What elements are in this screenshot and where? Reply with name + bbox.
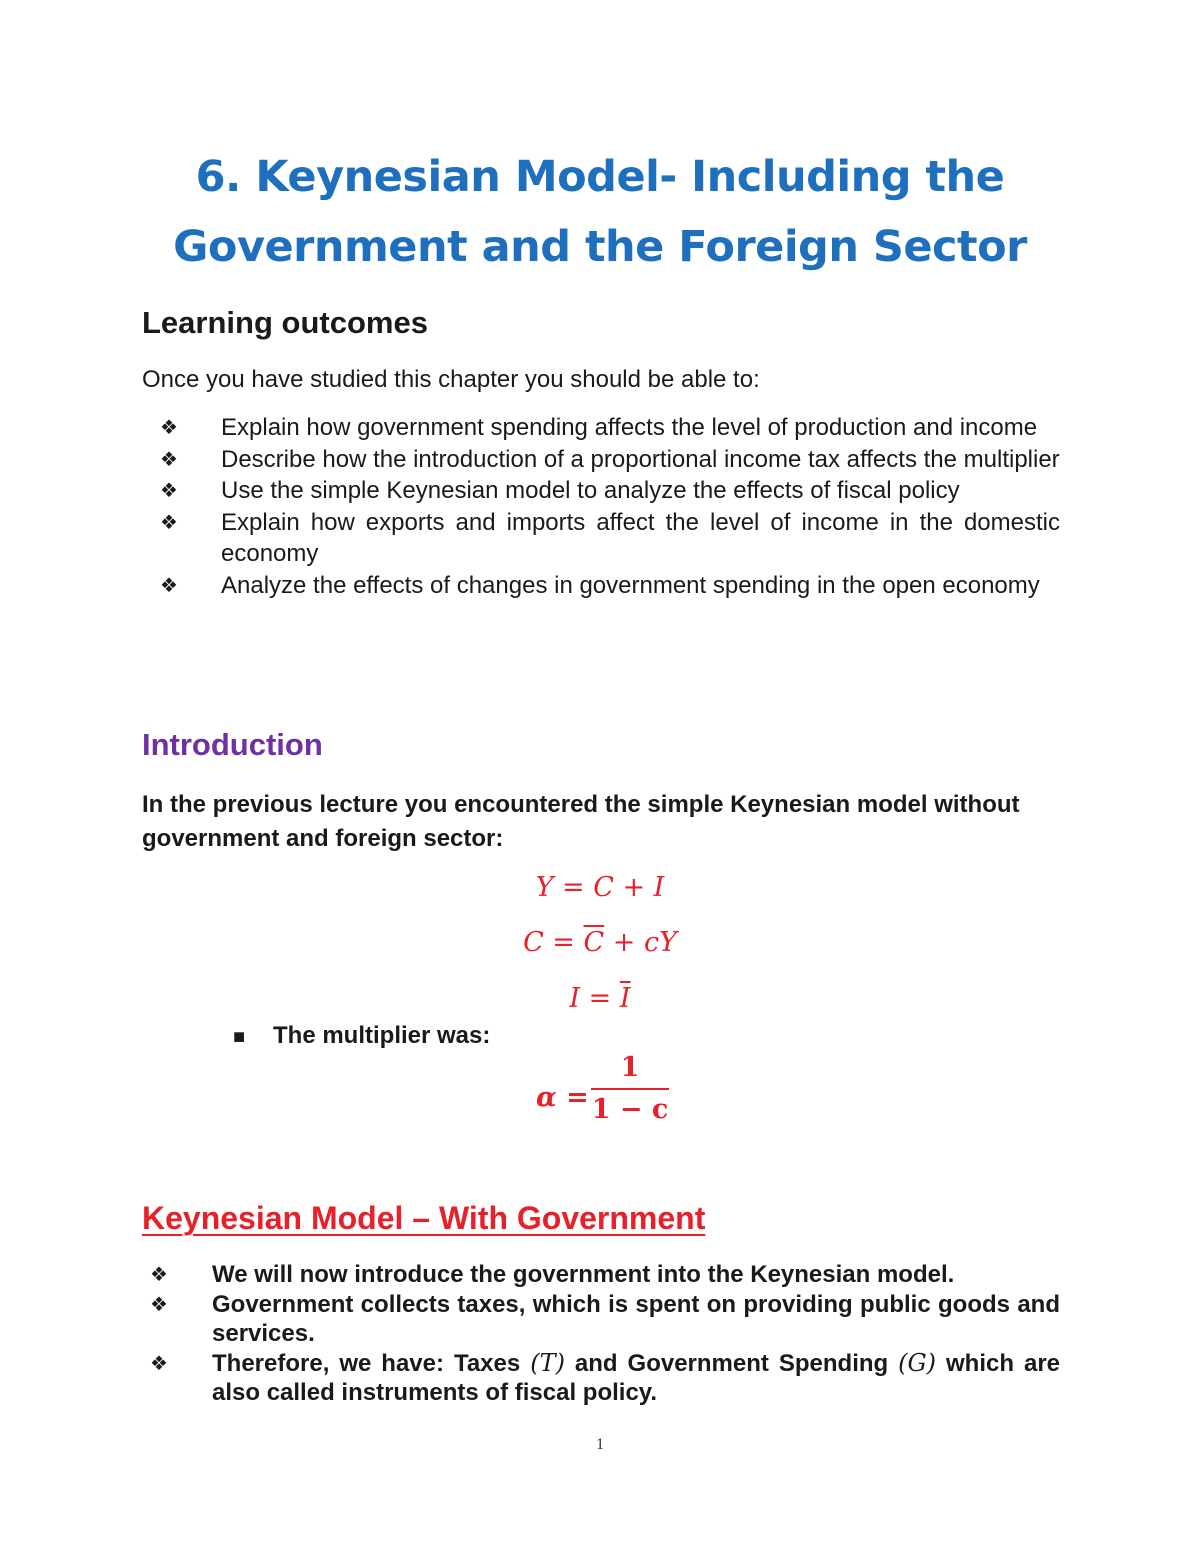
diamond-bullet-icon: ❖ (160, 446, 178, 471)
multiplier-fraction (591, 1052, 669, 1125)
equation-income-identity: Y = C + I (535, 872, 665, 903)
chapter-title-line-1: 6. Keynesian Model- Including the (195, 152, 1005, 202)
introduction-paragraph: In the previous lecture you encountered the simple Keynesian model without government and foreign sector: (142, 791, 1020, 852)
square-bullet-icon: ■ (233, 1026, 246, 1048)
diamond-bullet-icon: ❖ (150, 1262, 168, 1286)
multiplier-lhs: α = (536, 1082, 589, 1113)
fraction-numerator: 1 (620, 1052, 640, 1083)
diamond-bullet-icon: ❖ (160, 509, 178, 534)
multiplier-label: ■ The multiplier was: (233, 1022, 491, 1049)
with-government-heading: Keynesian Model – With Government (142, 1200, 706, 1236)
with-government-list (150, 1260, 1060, 1408)
list-item: ❖ Describe how the introduction of a proportional income tax affects the multiplier (160, 444, 1060, 476)
learning-outcomes-list (160, 412, 1060, 601)
list-item: ❖ We will now introduce the government into the Keynesian model. (150, 1261, 955, 1288)
diamond-bullet-icon: ❖ (160, 415, 178, 439)
learning-outcomes-heading: Learning outcomes (142, 305, 428, 340)
list-item: ❖ Explain how government spending affects the level of production and income (160, 412, 1060, 444)
introduction-heading: Introduction (142, 727, 323, 762)
list-item: ❖ Explain how exports and imports affect the level of income in the domestic economy (160, 508, 1060, 567)
diamond-bullet-icon: ❖ (160, 478, 178, 502)
fraction-denominator: 1 − c (591, 1094, 669, 1125)
list-item: ❖ Therefore, we have: Taxes (T) and Government Spending (G) which are also called instruments of fiscal policy. (150, 1348, 1061, 1406)
diamond-bullet-icon: ❖ (150, 1291, 168, 1316)
list-item: ❖ Use the simple Keynesian model to analyze the effects of fiscal policy (160, 475, 1060, 507)
equation-investment: $I = \overline{I}$ (569, 983, 631, 1014)
equation-consumption: $C = \overline{C}$ + cY (523, 927, 677, 958)
diamond-bullet-icon: ❖ (150, 1350, 168, 1375)
diamond-bullet-icon: ❖ (160, 572, 178, 597)
fraction-bar (591, 1088, 669, 1090)
list-item: ❖ Analyze the effects of changes in government spending in the open economy (160, 570, 1060, 602)
page-number: 1 (596, 1436, 604, 1453)
chapter-title-line-2: Government and the Foreign Sector (173, 222, 1027, 272)
learning-outcomes-intro: Once you have studied this chapter you should be able to: (142, 366, 760, 393)
list-item: ❖ Government collects taxes, which is spent on providing public goods and services. (150, 1290, 1060, 1347)
